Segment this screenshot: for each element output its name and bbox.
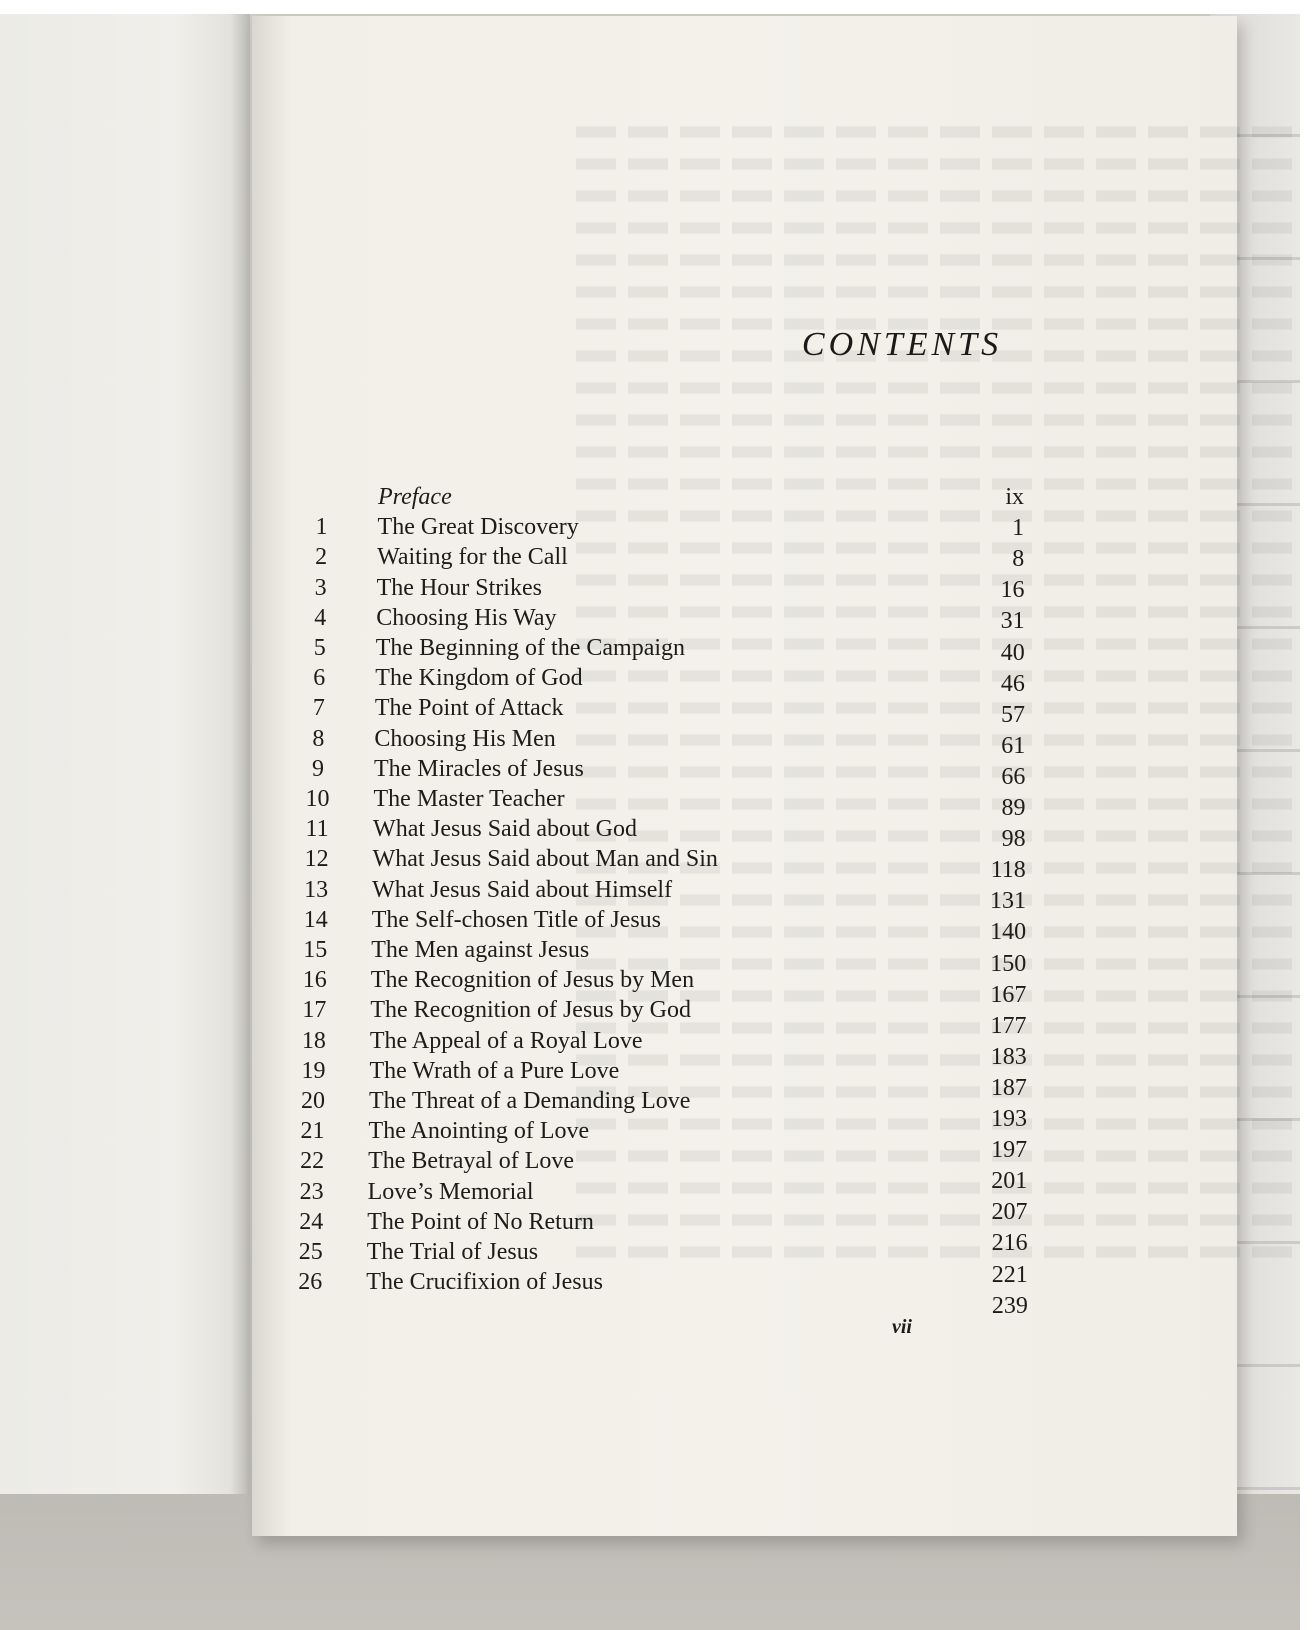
toc-entry [252, 784, 1237, 821]
chapter-title: The Recognition of Jesus by God [370, 997, 691, 1024]
chapter-page-number: 57 [1001, 701, 1026, 728]
chapter-page-number: 131 [989, 888, 1026, 915]
chapter-title: What Jesus Said about Himself [372, 876, 673, 903]
toc-entry [252, 995, 1237, 1039]
toc-entry [252, 482, 1237, 512]
chapter-page-number: 216 [991, 1230, 1028, 1257]
chapter-number: 20 [301, 1088, 325, 1114]
chapter-title: The Recognition of Jesus by Men [370, 967, 695, 994]
chapter-number: 10 [305, 786, 330, 812]
toc-entry [252, 512, 1237, 542]
chapter-page-number: ix [1005, 484, 1024, 510]
chapter-title: The Point of No Return [367, 1208, 594, 1235]
chapter-page-number: 46 [1000, 670, 1025, 697]
chapter-page-number: 207 [991, 1199, 1028, 1226]
chapter-number: 13 [304, 876, 329, 903]
chapter-number: 22 [300, 1148, 325, 1175]
chapter-number: 9 [311, 755, 324, 782]
page-content [252, 16, 1237, 1536]
chapter-number: 26 [298, 1269, 323, 1296]
show-through-line [572, 158, 1292, 169]
chapter-title: The Master Teacher [373, 786, 565, 812]
show-through-line [572, 190, 1292, 201]
chapter-number: 18 [301, 1027, 326, 1054]
chapter-title: The Kingdom of God [375, 665, 583, 692]
toc-entry [252, 905, 1237, 946]
toc-entry [252, 814, 1237, 853]
chapter-title: Choosing His Men [374, 725, 556, 752]
chapter-number: 6 [313, 665, 326, 692]
chapter-number: 4 [314, 604, 327, 631]
chapter-page-number: 40 [1000, 639, 1025, 666]
chapter-number: 25 [298, 1239, 323, 1265]
chapter-title: The Men against Jesus [371, 937, 590, 963]
chapter-number: 15 [303, 937, 328, 963]
toc-entry [252, 754, 1237, 790]
toc-entry [252, 935, 1237, 977]
toc-entry [252, 965, 1237, 1008]
chapter-title: The Beginning of the Campaign [375, 635, 686, 661]
chapter-page-number: 150 [990, 950, 1027, 977]
chapter-title: What Jesus Said about God [373, 816, 638, 843]
show-through-line [572, 222, 1292, 233]
show-through-line [572, 254, 1292, 265]
toc-entry [252, 844, 1237, 884]
left-page [0, 14, 250, 1494]
chapter-title: The Crucifixion of Jesus [366, 1269, 603, 1296]
chapter-title: The Threat of a Demanding Love [369, 1088, 691, 1114]
show-through-line [572, 414, 1292, 425]
chapter-page-number: 118 [990, 857, 1026, 884]
page-number: vii [892, 1316, 912, 1338]
chapter-number: 21 [300, 1118, 325, 1145]
toc-entry [252, 724, 1237, 759]
show-through-line [572, 446, 1292, 457]
chapter-title: What Jesus Said about Man and Sin [372, 846, 718, 873]
chapter-title: The Great Discovery [377, 514, 579, 541]
chapter-number: 19 [301, 1057, 326, 1084]
chapter-number: 5 [313, 635, 326, 661]
chapter-page-number: 61 [1001, 732, 1026, 759]
chapter-title: Choosing His Way [376, 604, 557, 631]
chapter-page-number: 167 [990, 981, 1027, 1008]
chapter-page-number: 16 [1000, 577, 1025, 604]
chapter-page-number: 140 [990, 919, 1027, 946]
chapter-page-number: 66 [1001, 763, 1026, 790]
chapter-page-number: 193 [991, 1106, 1027, 1132]
chapter-page-number: 197 [991, 1137, 1028, 1164]
toc-entry [252, 633, 1237, 666]
chapter-title: The Point of Attack [374, 695, 564, 722]
toc-entry [252, 603, 1237, 633]
chapter-title: The Betrayal of Love [368, 1148, 575, 1175]
toc-entry [252, 693, 1237, 728]
chapter-number: 7 [312, 695, 325, 722]
chapter-title: The Self-chosen Title of Jesus [371, 906, 661, 933]
toc-entry [252, 542, 1237, 572]
chapter-number: 16 [302, 967, 327, 994]
chapter-page-number: 31 [1000, 608, 1025, 635]
chapter-number: 23 [299, 1178, 324, 1205]
show-through-line [572, 286, 1292, 297]
chapter-number: 8 [312, 725, 325, 752]
chapter-number: 2 [315, 544, 328, 571]
chapter-page-number: 8 [1012, 546, 1025, 573]
chapter-title: Waiting for the Call [377, 544, 568, 571]
toc-entry [252, 1026, 1237, 1070]
chapter-page-number: 183 [990, 1043, 1027, 1070]
chapter-page-number: 89 [1001, 795, 1026, 821]
chapter-page-number: 187 [990, 1074, 1027, 1101]
right-page [252, 16, 1237, 1536]
toc-entry [252, 663, 1237, 697]
chapter-title: Love’s Memorial [367, 1178, 534, 1205]
chapter-title: The Anointing of Love [368, 1118, 590, 1145]
chapter-page-number: 201 [991, 1168, 1028, 1195]
chapter-number: 14 [303, 906, 328, 933]
chapter-page-number: 98 [1001, 826, 1026, 853]
toc-entry [252, 875, 1237, 915]
show-through-line [572, 126, 1292, 137]
book-photo [0, 14, 1300, 1630]
chapter-number: 24 [299, 1208, 324, 1235]
chapter-page-number: 239 [991, 1292, 1028, 1319]
chapter-page-number: 1 [1012, 515, 1025, 542]
page-title: CONTENTS [801, 326, 1003, 363]
toc-entry [252, 1267, 1237, 1319]
chapter-title: The Miracles of Jesus [373, 755, 584, 782]
chapter-number: 1 [315, 514, 328, 541]
chapter-number: 12 [304, 846, 329, 873]
chapter-number: 3 [314, 574, 327, 601]
toc-entry [252, 573, 1237, 603]
chapter-title: Preface [378, 484, 452, 510]
chapter-number: 11 [305, 816, 329, 843]
chapter-number: 17 [302, 997, 327, 1024]
chapter-title: The Wrath of a Pure Love [369, 1057, 620, 1084]
show-through-line [572, 382, 1292, 393]
chapter-title: The Appeal of a Royal Love [369, 1027, 643, 1054]
chapter-title: The Hour Strikes [376, 574, 542, 601]
chapter-page-number: 177 [990, 1012, 1027, 1039]
chapter-page-number: 221 [991, 1261, 1028, 1288]
chapter-title: The Trial of Jesus [366, 1239, 539, 1265]
